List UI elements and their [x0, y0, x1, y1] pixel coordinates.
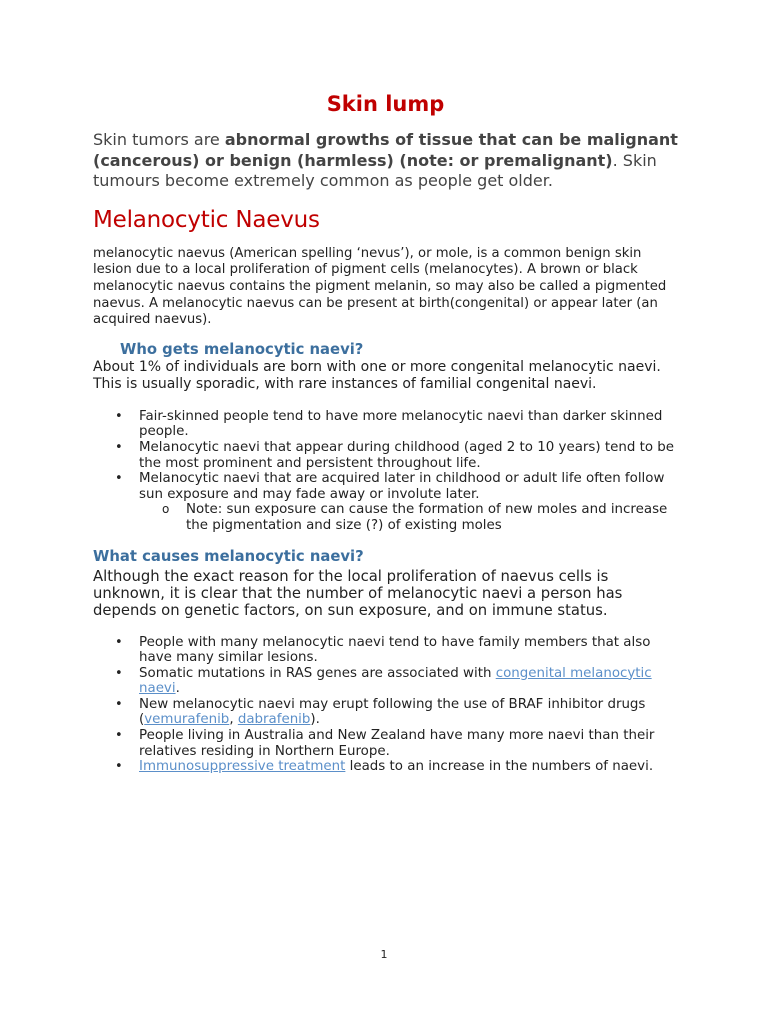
list-item: • People living in Australia and New Zealand have many more naevi than their relatives residing in Northern Europe. — [115, 728, 655, 759]
sub-bullet-icon: o — [162, 502, 170, 517]
causes-heading: What causes melanocytic naevi? — [93, 547, 364, 565]
list-item: • Melanocytic naevi that appear during childhood (aged 2 to 10 years) tend to be the most prominent and persistent throughout life. — [115, 439, 675, 471]
bullet-icon: • — [115, 408, 123, 424]
who-heading: Who gets melanocytic naevi? — [120, 340, 364, 358]
list-item: • Immunosuppressive treatment leads to an increase in the numbers of naevi. — [115, 759, 654, 775]
who-bullet-list — [93, 409, 678, 534]
list-item: • Fair-skinned people tend to have more melanocytic naevi than darker skinned people. — [115, 408, 663, 440]
bullet-icon: • — [115, 696, 123, 712]
vemurafenib-link[interactable]: vemurafenib — [144, 712, 230, 728]
list-item: • People with many melanocytic naevi tend to have family members that also have many similar lesions. — [115, 634, 651, 666]
bullet-icon: • — [115, 471, 123, 487]
who-paragraph: About 1% of individuals are born with one or more congenital melanocytic naevi. This is usually sporadic, with rare instances of familial congenital naevi. — [93, 358, 661, 392]
section-paragraph: melanocytic naevus (American spelling ‘nevus’), or mole, is a common benign skin lesion due to a local proliferation of pigment cells (melanocytes). A brown or black melanocytic naevus contains the pigment melanin, so may also be called a pigmented naevus. A melanocytic naevus can be present at birth(congenital) or appear later (an acquired naevus). — [93, 245, 667, 328]
sub-list-item: o Note: sun exposure can cause the formation of new moles and increase the pigmentation and size (?) of existing moles — [162, 502, 668, 533]
section-heading-melanocytic-naevus: Melanocytic Naevus — [93, 206, 320, 233]
bullet-icon: • — [115, 439, 123, 455]
intro-bold: abnormal growths of tissue that can be malignant (cancerous) or benign (harmless) (note: or premalignant) — [93, 130, 678, 170]
list-item: • New melanocytic naevi may erupt following the use of BRAF inhibitor drugs (vemurafenib, dabrafenib). — [115, 696, 646, 728]
list-item: • Melanocytic naevi that are acquired later in childhood or adult life often follow sun exposure and may fade away or involute later. o Note: sun exposure can cause the formation of new moles and increase the pigmentation and size (?) of existing moles — [93, 471, 678, 533]
bullet-icon: • — [115, 759, 123, 775]
congenital-naevi-link[interactable]: congenital melanocytic naevi — [139, 665, 652, 697]
dabrafenib-link[interactable]: dabrafenib — [237, 712, 311, 728]
page-number: 1 — [380, 948, 388, 961]
intro-paragraph: Skin tumors are abnormal growths of tissue that can be malignant (cancerous) or benign (harmless) (note: or premalignant). Skin tumours become extremely common as people get older. — [93, 130, 678, 191]
causes-paragraph: Although the exact reason for the local proliferation of naevus cells is unknown, it is clear that the number of melanocytic naevi a person has depends on genetic factors, on sun exposure, and on immune status. — [93, 567, 623, 619]
bullet-icon: • — [115, 634, 123, 650]
bullet-icon: • — [115, 728, 123, 744]
document-title: Skin lump — [326, 92, 445, 116]
immunosuppressive-treatment-link[interactable]: Immunosuppressive treatment — [139, 759, 346, 775]
bullet-icon: • — [115, 665, 123, 681]
sub-bullet-list — [139, 502, 678, 533]
causes-bullet-list — [93, 635, 678, 775]
document-page — [93, 88, 678, 775]
list-item: • Somatic mutations in RAS genes are associated with congenital melanocytic naevi. — [115, 665, 652, 697]
